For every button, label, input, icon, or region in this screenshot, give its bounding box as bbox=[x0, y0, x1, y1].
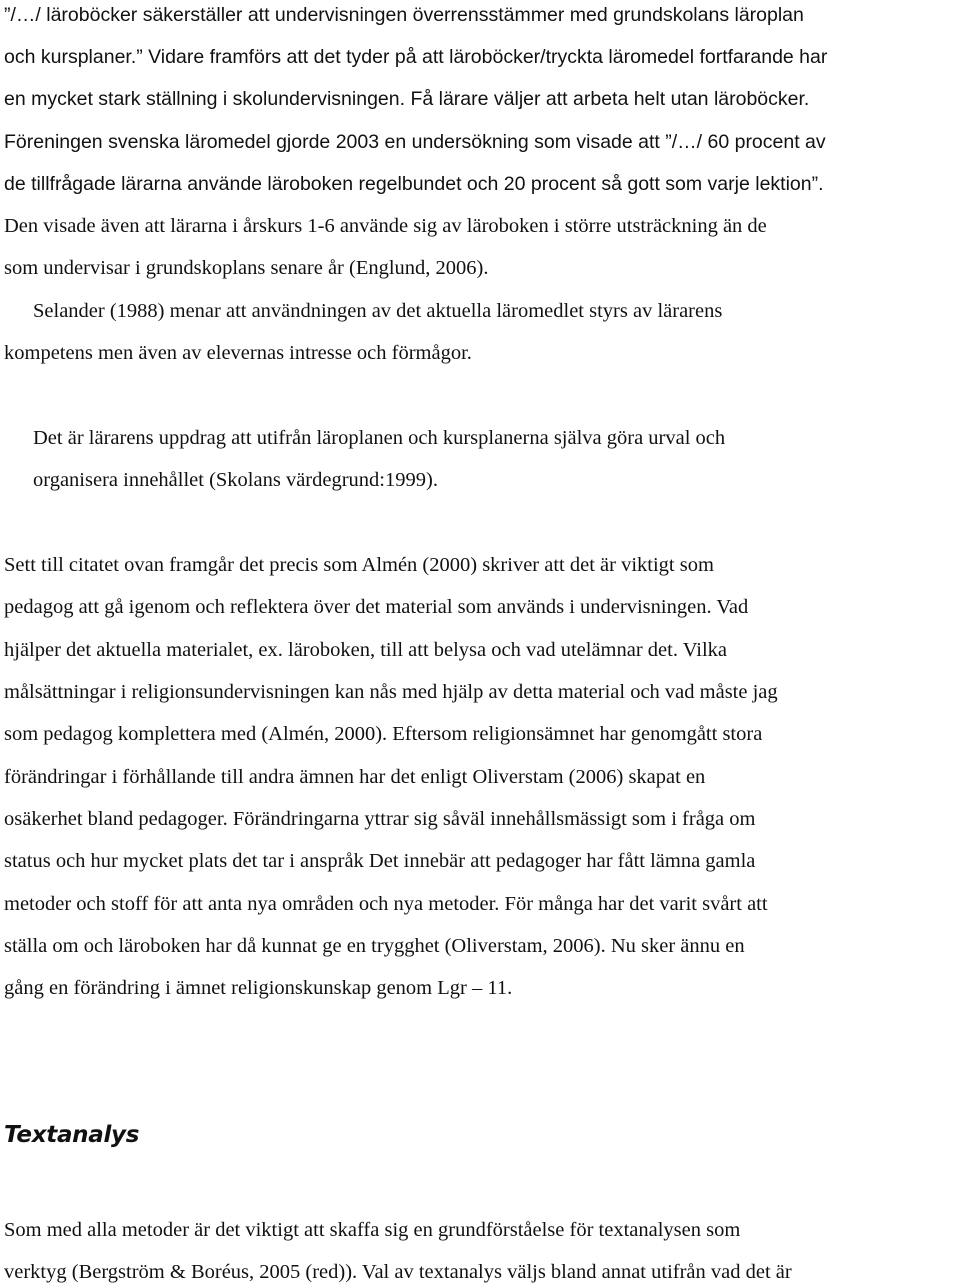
paragraph-line: kompetens men även av elevernas intresse och förmågor. bbox=[4, 342, 472, 364]
paragraph-line: Som med alla metoder är det viktigt att skaffa sig en grundförståelse för textanalysen som bbox=[4, 1219, 741, 1241]
paragraph-line: målsättningar i religionsundervisningen kan nås med hjälp av detta material och vad måste jag bbox=[4, 681, 778, 703]
paragraph-line: ”/…/ läroböcker säkerställer att undervisningen överrensstämmer med grundskolans läroplan bbox=[4, 4, 804, 26]
paragraph-line: status och hur mycket plats det tar i anspråk Det innebär att pedagoger har fått lämna gamla bbox=[4, 850, 756, 872]
paragraph-line: de tillfrågade lärarna använde läroboken regelbundet och 20 procent så gott som varje lektion”. bbox=[4, 173, 824, 195]
paragraph-line: som undervisar i grundskoplans senare år (Englund, 2006). bbox=[4, 257, 489, 279]
paragraph-line: förändringar i förhållande till andra ämnen har det enligt Oliverstam (2006) skapat en bbox=[4, 766, 706, 788]
paragraph-line: som pedagog komplettera med (Almén, 2000). Eftersom religionsämnet har genomgått stora bbox=[4, 723, 763, 745]
paragraph-line: osäkerhet bland pedagoger. Förändringarna yttrar sig såväl innehållsmässigt som i fråga om bbox=[4, 808, 756, 830]
section-heading: Textanalys bbox=[4, 1122, 140, 1148]
paragraph-line: Föreningen svenska läromedel gjorde 2003 en undersökning som visade att ”/…/ 60 procent av bbox=[4, 131, 826, 153]
paragraph-line: en mycket stark ställning i skolundervisningen. Få lärare väljer att arbeta helt utan läroböcker. bbox=[4, 88, 810, 110]
paragraph-line: verktyg (Bergström & Boréus, 2005 (red)). Val av textanalys väljs bland annat utifrån vad det är bbox=[4, 1261, 792, 1283]
paragraph-line: Den visade även att lärarna i årskurs 1-6 använde sig av läroboken i större utsträckning än de bbox=[4, 215, 767, 237]
block-quote-line: organisera innehållet (Skolans värdegrund:1999). bbox=[33, 469, 438, 491]
paragraph-line: ställa om och läroboken har då kunnat ge en trygghet (Oliverstam, 2006). Nu sker ännu en bbox=[4, 935, 745, 957]
paragraph-line: och kursplaner.” Vidare framförs att det tyder på att läroböcker/tryckta läromedel fortfarande har bbox=[4, 46, 828, 68]
paragraph-line: metoder och stoff för att anta nya områden och nya metoder. För många har det varit svårt att bbox=[4, 893, 768, 915]
paragraph-line: Sett till citatet ovan framgår det precis som Almén (2000) skriver att det är viktigt som bbox=[4, 554, 714, 576]
paragraph-line: pedagog att gå igenom och reflektera över det material som används i undervisningen. Vad bbox=[4, 596, 749, 618]
paragraph-line: Selander (1988) menar att användningen av det aktuella läromedlet styrs av lärarens bbox=[33, 300, 723, 322]
paragraph-line: hjälper det aktuella materialet, ex. läroboken, till att belysa och vad utelämnar det. Vilka bbox=[4, 639, 728, 661]
block-quote-line: Det är lärarens uppdrag att utifrån läroplanen och kursplanerna själva göra urval och bbox=[33, 427, 726, 449]
paragraph-line: gång en förändring i ämnet religionskunskap genom Lgr – 11. bbox=[4, 977, 513, 999]
